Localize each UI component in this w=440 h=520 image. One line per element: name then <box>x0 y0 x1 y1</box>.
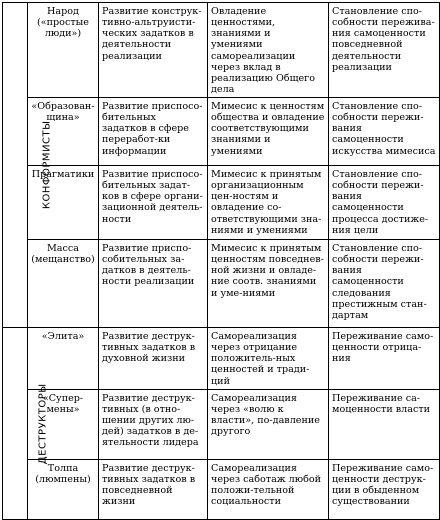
group-label-destructors <box>3 328 49 520</box>
table-row <box>3 98 440 166</box>
development-cell: Развитие конструк-тивно-альтруисти-ческих задатков в деятельности реализации <box>99 3 208 98</box>
type-cell: Прагматики <box>28 166 99 240</box>
type-cell: «Образован-щина» <box>28 98 99 166</box>
table-row <box>3 166 440 240</box>
type-cell: «Элита» <box>28 328 99 390</box>
table-row <box>3 240 440 328</box>
experience-cell: Становление спо-собности пережи-вания самоценности искусства мимесиса <box>329 98 440 166</box>
table-row <box>3 328 440 390</box>
realization-cell: Овладение ценностями, знаниями и умениями самореализации через вклад в реализацию Общего дела <box>208 3 329 98</box>
development-cell: Развитие деструк-тивных задатков в духовной жизни <box>99 328 208 390</box>
realization-cell: Самореализация через отрицание положитель-ных ценностей и тради-ций <box>208 328 329 390</box>
experience-cell: Переживание са-моценности власти <box>329 389 440 459</box>
experience-cell: Становление спо-собности пережива-ния самоценности повседневной деятельности реализации <box>329 3 440 98</box>
experience-cell: Переживание само-ценности отрица-ния <box>329 328 440 390</box>
group-label-conformists-text: КОНФОРМИСТЫ <box>41 120 53 210</box>
experience-cell: Становление спо-собности пережи-вания самоценности следования престижным стан-дартам <box>329 240 440 328</box>
type-cell: Масса (мещанство) <box>28 240 99 328</box>
table-row <box>3 389 440 459</box>
group-label-destructors-text: ДЕСТРУКТОРЫ <box>37 382 49 464</box>
development-cell: Развитие приспосо-бительных задатков в сфере переработ-ки информации <box>99 98 208 166</box>
development-cell: Развитие деструк-тивных (в отно-шении других лю-дей) задатков в де-ятельности лидера <box>99 389 208 459</box>
development-cell: Развитие приспо-собительных за-датков в деятель-ности реализации <box>99 240 208 328</box>
table-row <box>3 459 440 519</box>
group-label-conformists <box>3 3 53 328</box>
experience-cell: Переживание само-ценности деструк-ции в обыденном существовании <box>329 459 440 519</box>
realization-cell: Мимесис к принятым ценностям повседнев-ной жизни и овладе-ние соотв. знаниями и уме-ниями <box>208 240 329 328</box>
type-cell: Толпа (люмпены) <box>28 459 99 519</box>
realization-cell: Самореализация через «волю к власти», по-давление другого <box>208 389 329 459</box>
typology-table <box>2 2 440 520</box>
type-cell: Народ («простые люди») <box>28 3 99 98</box>
table-row <box>3 3 440 98</box>
realization-cell: Самореализация через саботаж любой положи-тельной социальности <box>208 459 329 519</box>
realization-cell: Мимесис к принятым организационным цен-ностям и овладение со-ответствующими зна-ниями и умениями <box>208 166 329 240</box>
development-cell: Развитие деструк-тивных задатков в повседневной жизни <box>99 459 208 519</box>
development-cell: Развитие приспосо-бительных задат-ков в сфере органи-зационной деятель-ности <box>99 166 208 240</box>
type-cell: «Супер-мены» <box>28 389 99 459</box>
experience-cell: Становление спо-собности пережи-вания самоценности процесса достиже-ния цели <box>329 166 440 240</box>
realization-cell: Мимесис к ценностям общества и овладение соответствующими знаниями и умениями <box>208 98 329 166</box>
